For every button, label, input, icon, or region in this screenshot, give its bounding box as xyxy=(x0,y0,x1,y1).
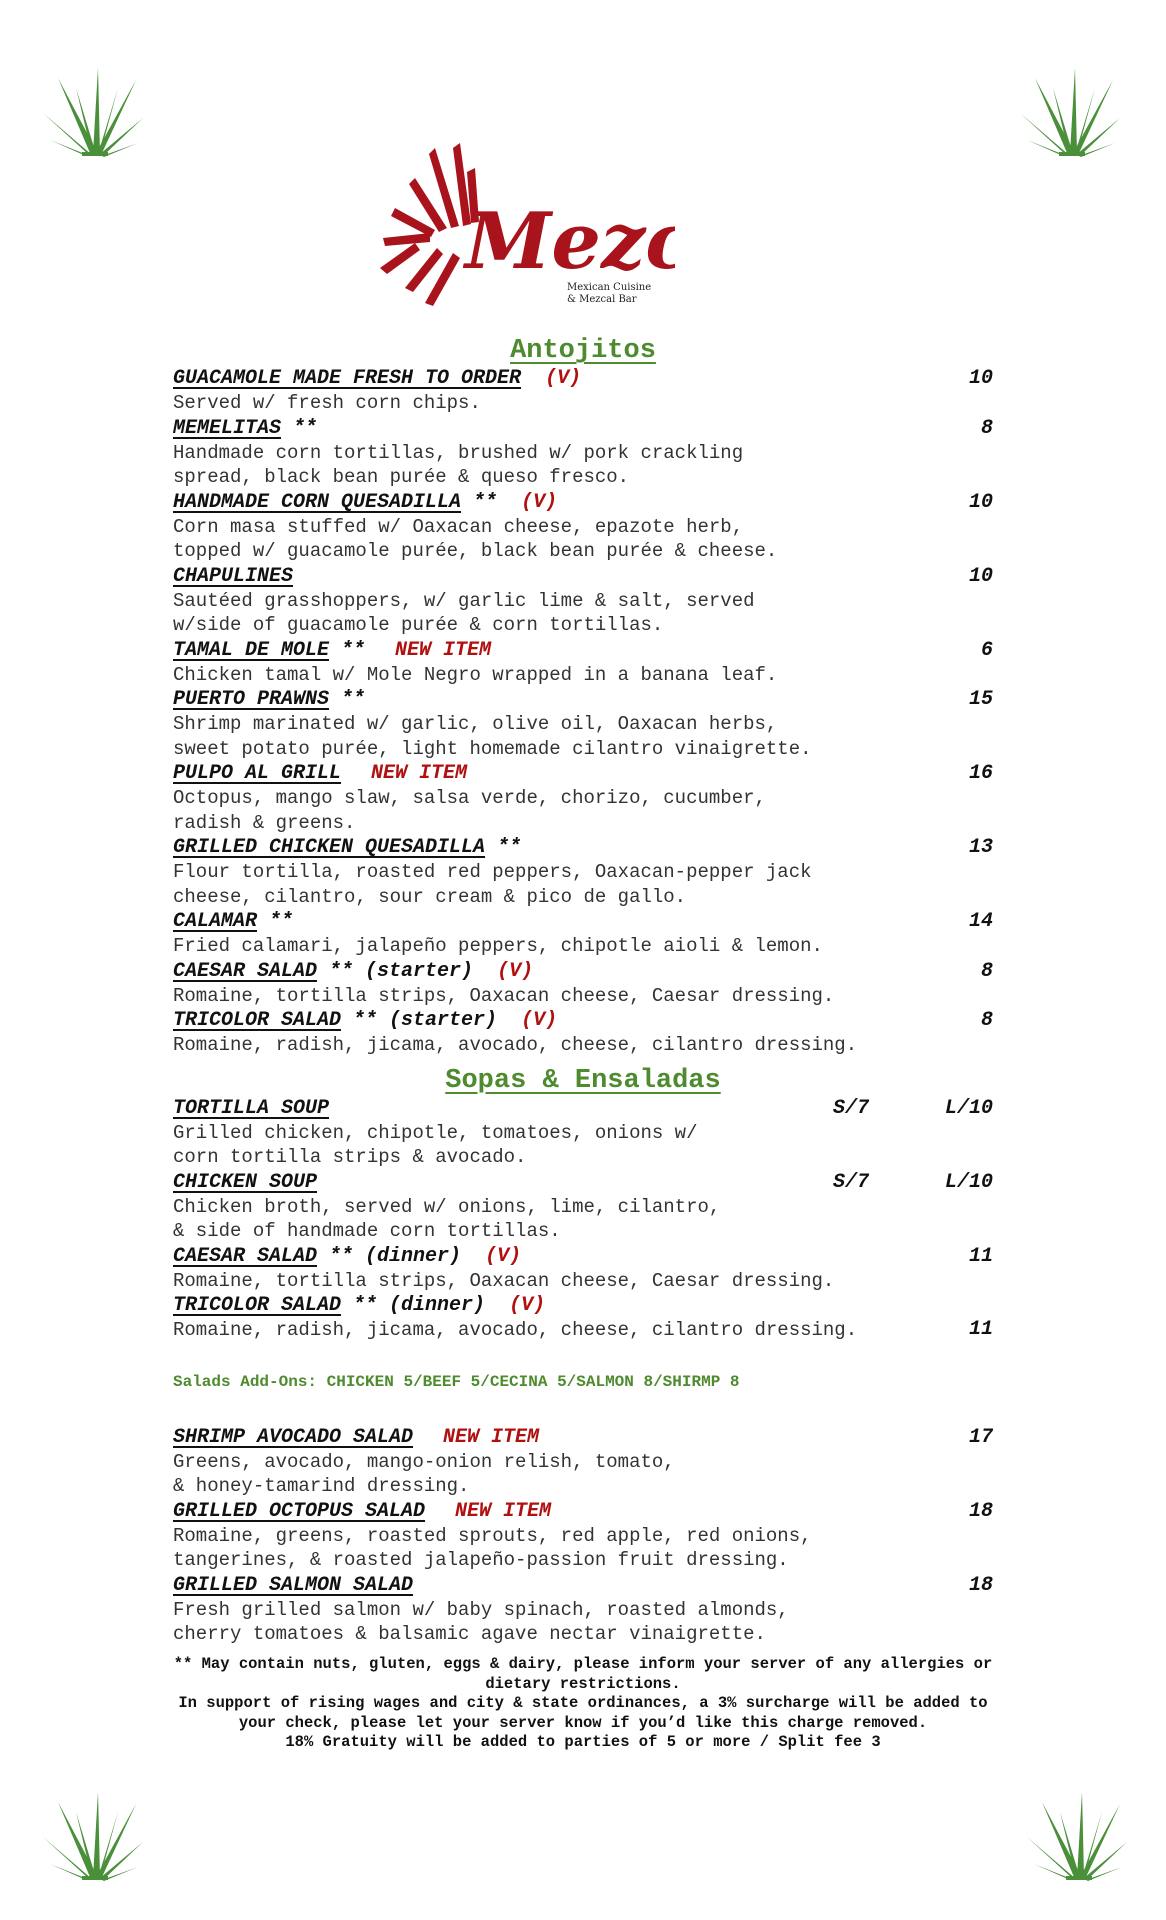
item-description: Handmade corn tortillas, brushed w/ pork crackling spread, black bean purée & queso fresco. xyxy=(173,441,744,488)
new-item-badge: NEW ITEM xyxy=(455,1499,552,1523)
item-name: GRILLED SALMON SALAD xyxy=(173,1573,414,1597)
size-small-price: S/7 xyxy=(833,1096,870,1120)
menu-item xyxy=(173,687,993,761)
menu-item xyxy=(173,1244,993,1294)
item-name: CALAMAR xyxy=(173,910,258,933)
menu-item xyxy=(173,416,993,490)
menu-item xyxy=(173,564,993,638)
vegetarian-mark: (V) xyxy=(521,490,558,514)
menu-item xyxy=(173,959,993,1009)
menu-item xyxy=(173,1008,993,1058)
gratuity-notice: 18% Gratuity will be added to parties of 5 or more / Split fee 3 xyxy=(285,1733,881,1751)
mezcal-logo xyxy=(375,138,675,338)
antojitos-list xyxy=(173,366,993,1058)
item-name: CAESAR SALAD xyxy=(173,959,318,983)
vegetarian-mark: (V) xyxy=(545,367,582,390)
menu-item-header xyxy=(173,366,993,391)
item-name: HANDMADE CORN QUESADILLA xyxy=(173,490,462,514)
item-price: 8 xyxy=(980,959,993,983)
item-description: Octopus, mango slaw, salsa verde, chorizo, cucumber, radish & greens. xyxy=(173,787,766,834)
item-marks: ** xyxy=(329,688,366,711)
menu-item xyxy=(173,1573,993,1647)
item-description: Corn masa stuffed w/ Oaxacan cheese, epazote herb, topped w/ guacamole purée, black bean purée & cheese. xyxy=(173,515,778,562)
menu-item xyxy=(173,1293,993,1343)
item-name: PULPO AL GRILL xyxy=(173,762,342,785)
item-name: SHRIMP AVOCADO SALAD xyxy=(173,1425,414,1449)
item-price: 18 xyxy=(968,1499,993,1523)
item-price: 8 xyxy=(980,1009,993,1032)
item-name: TORTILLA SOUP xyxy=(173,1096,330,1120)
item-price: 10 xyxy=(968,367,993,390)
item-price: 11 xyxy=(968,1318,993,1341)
item-name: TRICOLOR SALAD xyxy=(173,1294,342,1317)
item-price: 18 xyxy=(968,1573,993,1597)
section-title-sopas: Sopas & Ensaladas xyxy=(445,1065,721,1096)
vegetarian-mark: (V) xyxy=(521,1009,558,1032)
item-description: Romaine, radish, jicama, avocado, cheese, cilantro dressing. xyxy=(173,1034,858,1056)
menu-item-header xyxy=(173,1499,993,1524)
menu-item-header xyxy=(173,638,993,663)
surcharge-notice: In support of rising wages and city & state ordinances, a 3% surcharge will be added to your check, please let your server know if you’d like this charge removed. xyxy=(178,1694,988,1732)
menu-item xyxy=(173,1425,993,1499)
item-price: 10 xyxy=(968,564,993,588)
agave-plant-icon xyxy=(1022,1782,1132,1882)
item-name: TAMAL DE MOLE xyxy=(173,638,330,662)
size-large-price: L/10 xyxy=(944,1170,993,1194)
item-description xyxy=(173,1318,993,1343)
menu-item-header xyxy=(173,1293,993,1318)
menu-item xyxy=(173,761,993,835)
item-name: TRICOLOR SALAD xyxy=(173,1009,342,1032)
vegetarian-mark: (V) xyxy=(485,1244,522,1268)
item-description: Shrimp marinated w/ garlic, olive oil, Oaxacan herbs, sweet potato purée, light homemade cilantro vinaigrette. xyxy=(173,713,812,760)
item-description: Fresh grilled salmon w/ baby spinach, roasted almonds, cherry tomatoes & balsamic agave nectar vinaigrette. xyxy=(173,1598,789,1645)
menu-item xyxy=(173,638,993,688)
new-item-badge: NEW ITEM xyxy=(395,638,492,662)
menu-item-header xyxy=(173,835,993,860)
menu-item-header xyxy=(173,416,993,441)
item-name: MEMELITAS xyxy=(173,416,282,440)
item-description-text: Romaine, radish, jicama, avocado, cheese, cilantro dressing. xyxy=(173,1319,858,1341)
agave-plant-icon xyxy=(1015,58,1125,158)
menu-item xyxy=(173,909,993,959)
menu-item xyxy=(173,366,993,416)
menu-item xyxy=(173,1170,993,1244)
item-marks: ** (starter) xyxy=(317,959,474,983)
menu-item-header xyxy=(173,959,993,984)
menu-item-header xyxy=(173,490,993,515)
menu-item xyxy=(173,490,993,564)
item-description: Romaine, greens, roasted sprouts, red apple, red onions, tangerines, & roasted jalapeño-passion fruit dressing. xyxy=(173,1524,812,1571)
item-description: Sautéed grasshoppers, w/ garlic lime & salt, served w/side of guacamole purée & corn tortillas. xyxy=(173,589,755,636)
item-price: 10 xyxy=(968,490,993,514)
item-marks: ** xyxy=(257,910,294,933)
salads-list xyxy=(173,1425,993,1647)
item-description: Grilled chicken, chipotle, tomatoes, onions w/ corn tortilla strips & avocado. xyxy=(173,1121,698,1168)
allergy-notice: ** May contain nuts, gluten, eggs & dairy, please inform your server of any allergies or dietary restrictions. xyxy=(173,1655,993,1693)
item-description: Romaine, tortilla strips, Oaxacan cheese, Caesar dressing. xyxy=(173,984,835,1007)
menu-item-header xyxy=(173,687,993,712)
item-price: 13 xyxy=(968,836,993,859)
item-name: GRILLED OCTOPUS SALAD xyxy=(173,1499,426,1523)
new-item-badge: NEW ITEM xyxy=(371,762,468,785)
agave-plant-icon xyxy=(38,58,148,158)
item-name: CHAPULINES xyxy=(173,564,294,588)
item-price: 17 xyxy=(968,1425,993,1449)
logo-wordmark: Mez xyxy=(465,196,646,287)
menu-item xyxy=(173,1096,993,1170)
menu-item-header xyxy=(173,1244,993,1269)
item-marks: ** (starter) xyxy=(341,1009,498,1032)
item-description: Served w/ fresh corn chips. xyxy=(173,392,481,414)
salad-addons: Salads Add-Ons: CHICKEN 5/BEEF 5/CECINA 5/SALMON 8/SHIRMP 8 xyxy=(173,1372,740,1391)
item-marks: ** xyxy=(485,836,522,859)
item-price: 15 xyxy=(968,688,993,711)
item-description: Fried calamari, jalapeño peppers, chipotle aioli & lemon. xyxy=(173,935,823,957)
menu-footer xyxy=(173,1655,993,1753)
item-name: GUACAMOLE MADE FRESH TO ORDER xyxy=(173,367,522,390)
logo-subtitle-1: Mexican Cuisine xyxy=(567,282,652,293)
item-price: 16 xyxy=(968,762,993,785)
item-price: 14 xyxy=(968,910,993,933)
item-description: Romaine, tortilla strips, Oaxacan cheese, Caesar dressing. xyxy=(173,1269,835,1292)
menu-item-header xyxy=(173,564,993,589)
item-price: 6 xyxy=(980,638,993,662)
logo-subtitle-2: & Mezcal Bar xyxy=(567,294,637,305)
item-name: PUERTO PRAWNS xyxy=(173,688,330,711)
menu-content xyxy=(173,336,993,1647)
item-description: Chicken broth, served w/ onions, lime, cilantro, & side of handmade corn tortillas. xyxy=(173,1195,721,1242)
item-name: GRILLED CHICKEN QUESADILLA xyxy=(173,836,486,859)
agave-plant-icon xyxy=(38,1782,148,1882)
sopas-list xyxy=(173,1096,993,1343)
item-description: Chicken tamal w/ Mole Negro wrapped in a banana leaf. xyxy=(173,663,778,686)
item-marks: ** xyxy=(281,416,318,440)
item-name: CAESAR SALAD xyxy=(173,1244,318,1268)
menu-item xyxy=(173,835,993,909)
item-marks: ** xyxy=(461,490,498,514)
new-item-badge: NEW ITEM xyxy=(443,1425,540,1449)
menu-item-header xyxy=(173,761,993,786)
size-large-price: L/10 xyxy=(944,1096,993,1120)
menu-item-header xyxy=(173,1573,993,1598)
vegetarian-mark: (V) xyxy=(497,959,534,983)
menu-item-header xyxy=(173,1425,993,1450)
section-title-antojitos: Antojitos xyxy=(510,336,656,366)
size-small-price: S/7 xyxy=(833,1170,870,1194)
menu-item-header xyxy=(173,1008,993,1033)
item-marks: ** (dinner) xyxy=(317,1244,462,1268)
vegetarian-mark: (V) xyxy=(509,1294,546,1317)
item-price: 8 xyxy=(980,416,993,440)
menu-item xyxy=(173,1499,993,1573)
menu-item-header xyxy=(173,909,993,934)
item-description: Greens, avocado, mango-onion relish, tomato, & honey-tamarind dressing. xyxy=(173,1450,675,1497)
item-price: 11 xyxy=(968,1244,993,1268)
item-marks: ** (dinner) xyxy=(341,1294,486,1317)
item-description: Flour tortilla, roasted red peppers, Oaxacan-pepper jack cheese, cilantro, sour cream & pico de gallo. xyxy=(173,861,812,908)
item-name: CHICKEN SOUP xyxy=(173,1170,318,1194)
menu-item-header xyxy=(173,1170,993,1195)
item-marks: ** xyxy=(329,638,366,662)
menu-item-header xyxy=(173,1096,993,1121)
